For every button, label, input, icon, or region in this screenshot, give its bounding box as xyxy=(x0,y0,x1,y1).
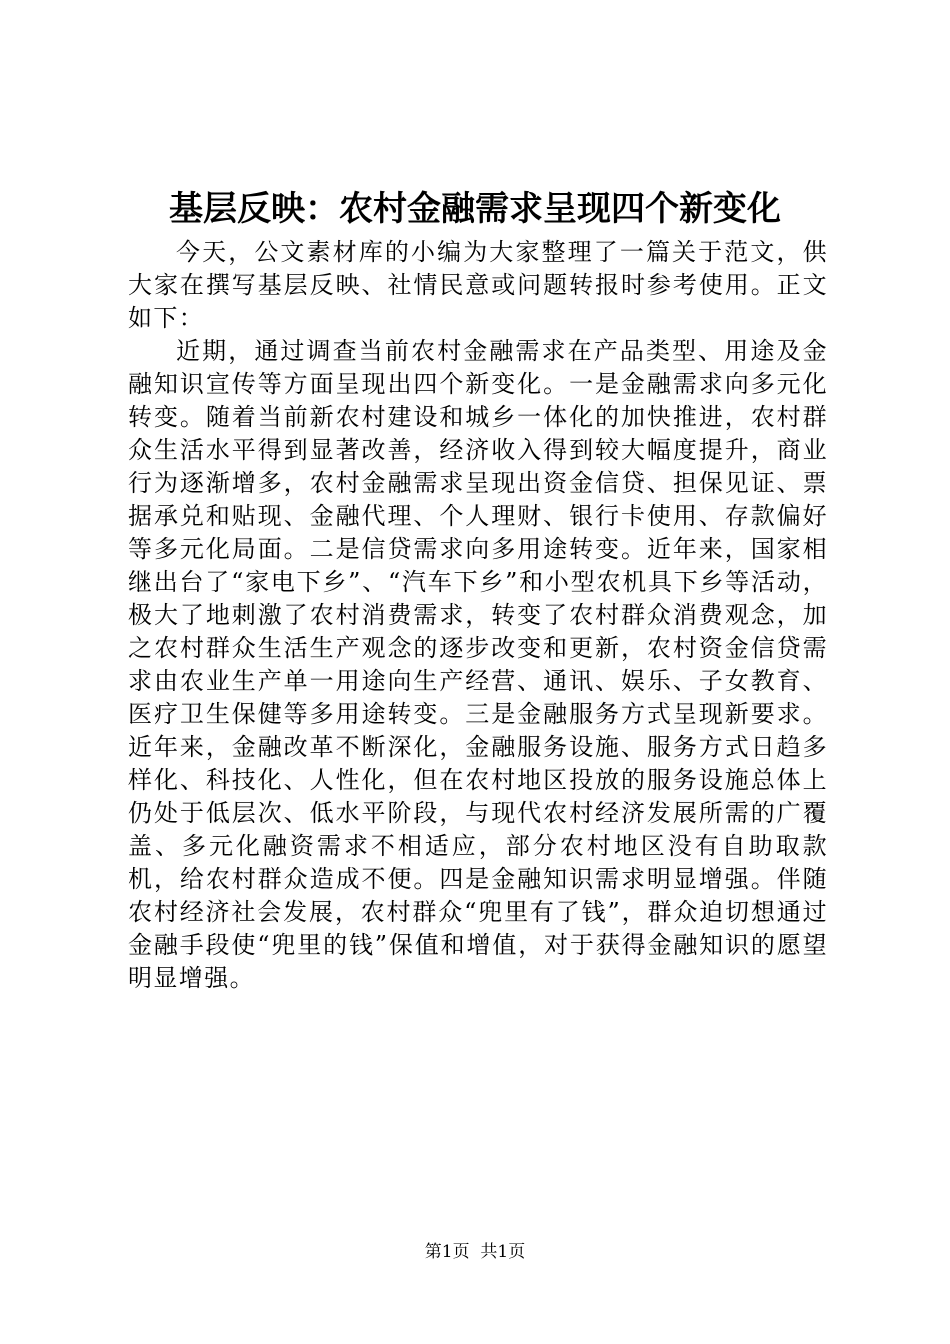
page-footer: 第1页 共1页 xyxy=(424,1242,526,1262)
intro-paragraph: 今天，公文素材库的小编为大家整理了一篇关于范文，供大家在撰写基层反映、社情民意或问题转报时参考使用。正文如下： xyxy=(128,238,828,332)
main-paragraph: 近期，通过调查当前农村金融需求在产品类型、用途及金融知识宣传等方面呈现出四个新变化。一是金融需求向多元化转变。随着当前新农村建设和城乡一体化的加快推进，农村群众生活水平得到显著改善，经济收入得到较大幅度提升，商业行为逐渐增多，农村金融需求呈现出资金信贷、担保见证、票据承兑和贴现、金融代理、个人理财、银行卡使用、存款偏好等多元化局面。二是信贷需求向多用途转变。近年来，国家相继出台了“家电下乡”、“汽车下乡”和小型农机具下乡等活动，极大了地刺激了农村消费需求，转变了农村群众消费观念，加之农村群众生活生产观念的逐步改变和更新，农村资金信贷需求由农业生产单一用途向生产经营、通讯、娱乐、子女教育、医疗卫生保健等多用途转变。三是金融服务方式呈现新要求。近年来，金融改革不断深化，金融服务设施、服务方式日趋多样化、科技化、人性化，但在农村地区投放的服务设施总体上仍处于低层次、低水平阶段，与现代农村经济发展所需的广覆盖、多元化融资需求不相适应，部分农村地区没有自助取款机，给农村群众造成不便。四是金融知识需求明显增强。伴随农村经济社会发展，农村群众“兜里有了钱”，群众迫切想通过金融手段使“兜里的钱”保值和增值，对于获得金融知识的愿望明显增强。 xyxy=(128,337,828,992)
document-title: 基层反映：农村金融需求呈现四个新变化 xyxy=(169,189,781,229)
document-body xyxy=(128,236,828,995)
